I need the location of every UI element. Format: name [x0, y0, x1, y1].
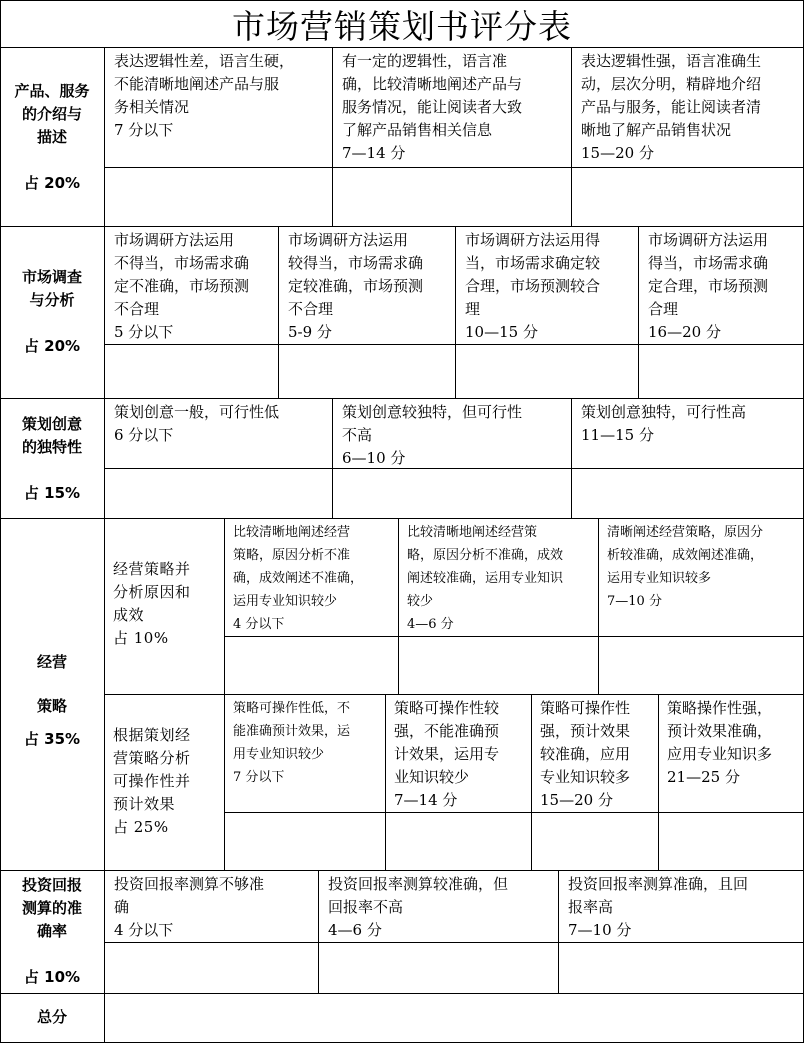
- strategy-sub1-level-3: 清晰阐述经营策略，原因分 析较准确，成效阐述准确， 运用专业知识较多 7—10 分: [598, 518, 804, 636]
- score-range: 4—6 分: [407, 617, 454, 632]
- strategy-sub2-level-2: 策略可操作性较 强，不能准确预 计效果，运用专 业知识较少 7—14 分: [385, 694, 531, 812]
- score-range: 5-9 分: [288, 323, 332, 341]
- research-score-cell-4[interactable]: [638, 344, 804, 398]
- research-level-1: 市场调研方法运用 不得当，市场需求确 定不准确，市场预测 不合理 5 分以下: [104, 226, 278, 344]
- score-range: 7 分以下: [114, 121, 174, 139]
- creativity-score-cell-3[interactable]: [571, 468, 804, 518]
- product-level-1: 表达逻辑性差，语言生硬， 不能清晰地阐述产品与服 务相关情况 7 分以下: [104, 47, 332, 167]
- strategy-sub1-level-1: 比较清晰地阐述经营 策略，原因分析不准 确，成效阐述不准确， 运用专业知识较少 4 分以下: [224, 518, 398, 636]
- strategy-sub1-level-2: 比较清晰地阐述经营策 略，原因分析不准确，成效 阐述较准确，运用专业知识 较少 4—6 分: [398, 518, 598, 636]
- score-range: 16—20 分: [648, 323, 721, 341]
- criterion-research-weight: 占 20%: [23, 337, 81, 355]
- score-range: 6 分以下: [114, 426, 174, 444]
- criterion-research-label: 市场调查 与分析: [21, 268, 82, 309]
- strategy-sub2-score-cell-2[interactable]: [385, 812, 531, 870]
- criterion-creativity-label: 策划创意 的独特性: [21, 415, 82, 456]
- strategy-sub2-level-1: 策略可操作性低，不 能准确预计效果，运 用专业知识较少 7 分以下: [224, 694, 385, 812]
- roi-level-2: 投资回报率测算较准确，但 回报率不高 4—6 分: [318, 870, 558, 942]
- research-score-cell-2[interactable]: [278, 344, 455, 398]
- creativity-score-cell-1[interactable]: [104, 468, 332, 518]
- score-range: 11—15 分: [581, 426, 654, 444]
- strategy-sub2-level-4: 策略操作性强， 预计效果准确， 应用专业知识多 21—25 分: [658, 694, 804, 812]
- row-divider: [0, 870, 104, 871]
- creativity-level-2: 策划创意较独特，但可行性 不高 6—10 分: [332, 398, 571, 468]
- score-range: 7 分以下: [233, 770, 285, 785]
- score-range: 4—6 分: [328, 921, 382, 939]
- strategy-sub2-score-cell-4[interactable]: [658, 812, 804, 870]
- product-level-2: 有一定的逻辑性，语言准 确，比较清晰地阐述产品与 服务情况，能让阅读者大致 了解产品销售相关信息 7—14 分: [332, 47, 571, 167]
- score-range: 4 分以下: [114, 921, 174, 939]
- strategy-sub2-score-cell-3[interactable]: [531, 812, 658, 870]
- criterion-roi-label: 投资回报 测算的准 确率: [21, 876, 82, 940]
- score-range: 5 分以下: [114, 323, 174, 341]
- research-level-2: 市场调研方法运用 较得当，市场需求确 定较准确，市场预测 不合理 5-9 分: [278, 226, 455, 344]
- total-score-cell[interactable]: [104, 993, 804, 1043]
- criterion-roi-weight: 占 10%: [23, 968, 81, 986]
- strategy-sub1-score-cell-3[interactable]: [598, 636, 804, 694]
- score-range: 15—20 分: [540, 791, 613, 809]
- research-level-3: 市场调研方法运用得 当，市场需求确定较 合理，市场预测较合 理 10—15 分: [455, 226, 638, 344]
- strategy-sub2-level-3: 策略可操作性 强，预计效果 较准确，应用 专业知识较多 15—20 分: [531, 694, 658, 812]
- score-range: 7—14 分: [342, 144, 406, 162]
- strategy-sub2-label: 根据策划经 营策略分析 可操作性并 预计效果 占 25%: [113, 726, 191, 836]
- roi-level-3: 投资回报率测算准确，且回 报率高 7—10 分: [558, 870, 804, 942]
- roi-level-1: 投资回报率测算不够准 确 4 分以下: [104, 870, 318, 942]
- product-score-cell-3[interactable]: [571, 167, 804, 226]
- total-label: 总分: [36, 1008, 67, 1026]
- row-divider: [0, 398, 104, 399]
- research-score-cell-1[interactable]: [104, 344, 278, 398]
- product-level-3: 表达逻辑性强，语言准确生 动，层次分明，精辟地介绍 产品与服务，能让阅读者清 晰地了解产品销售状况 15—20 分: [571, 47, 804, 167]
- score-range: 7—10 分: [607, 594, 662, 609]
- criterion-product-label: 产品、服务 的介绍与 描述: [14, 82, 90, 146]
- criterion-product-weight: 占 20%: [23, 174, 81, 192]
- criterion-strategy-label: 经营 策略: [36, 653, 67, 715]
- strategy-sub1-score-cell-1[interactable]: [224, 636, 398, 694]
- creativity-score-cell-2[interactable]: [332, 468, 571, 518]
- score-range: 15—20 分: [581, 144, 654, 162]
- roi-score-cell-3[interactable]: [558, 942, 804, 993]
- score-range: 6—10 分: [342, 449, 406, 467]
- page-title: 市场营销策划书评分表: [0, 0, 804, 48]
- roi-score-cell-2[interactable]: [318, 942, 558, 993]
- score-range: 10—15 分: [465, 323, 538, 341]
- criterion-creativity-weight: 占 15%: [23, 484, 81, 502]
- score-range: 7—14 分: [394, 791, 458, 809]
- score-range: 7—10 分: [568, 921, 632, 939]
- score-range: 4 分以下: [233, 617, 285, 632]
- row-divider: [0, 518, 104, 519]
- product-score-cell-2[interactable]: [332, 167, 571, 226]
- research-level-4: 市场调研方法运用 得当，市场需求确 定合理，市场预测 合理 16—20 分: [638, 226, 804, 344]
- score-range: 21—25 分: [667, 768, 740, 786]
- row-divider: [0, 226, 104, 227]
- creativity-level-3: 策划创意独特，可行性高 11—15 分: [571, 398, 804, 468]
- strategy-sub1-score-cell-2[interactable]: [398, 636, 598, 694]
- strategy-sub2-score-cell-1[interactable]: [224, 812, 385, 870]
- creativity-level-1: 策划创意一般，可行性低 6 分以下: [104, 398, 332, 468]
- product-score-cell-1[interactable]: [104, 167, 332, 226]
- roi-score-cell-1[interactable]: [104, 942, 318, 993]
- strategy-sub1-label: 经营策略并 分析原因和 成效 占 10%: [113, 560, 191, 647]
- research-score-cell-3[interactable]: [455, 344, 638, 398]
- criterion-strategy-weight: 占 35%: [23, 730, 81, 748]
